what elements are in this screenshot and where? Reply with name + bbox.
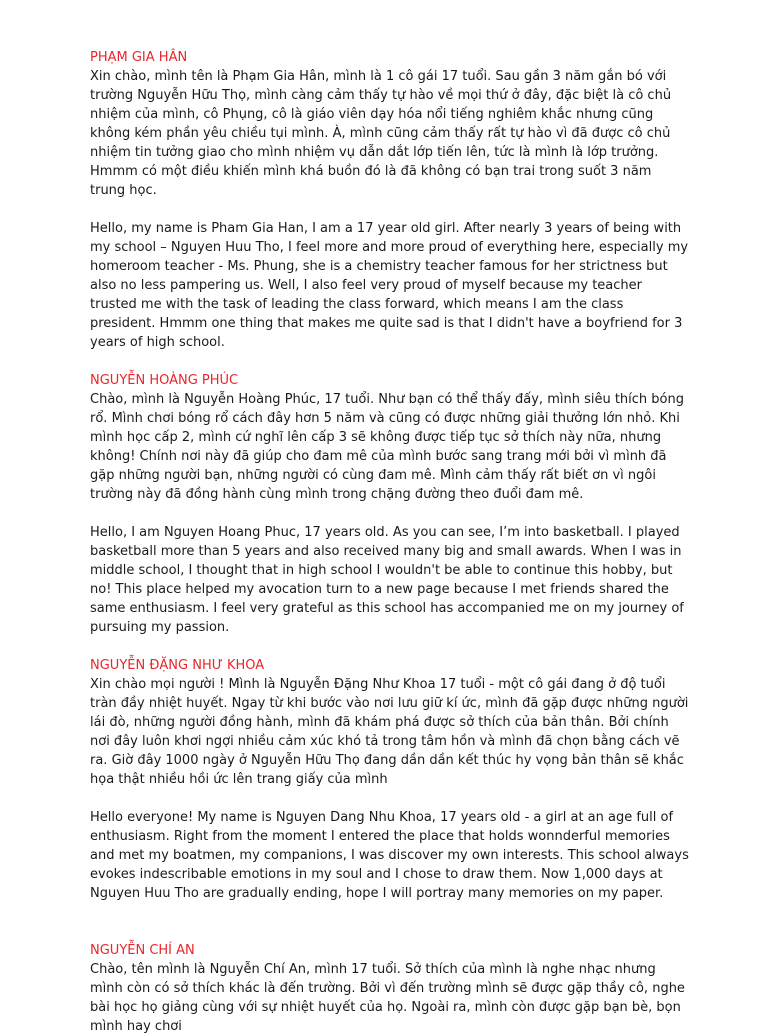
profile-text-english: Hello, I am Nguyen Hoang Phuc, 17 years old. As you can see, I’m into basketball. I played basketball more than 5 years and also received many big and small awards. When I was in middle school, I thought that in high school I wouldn't be able to continue this hobby, but no! This place helped my avocation turn to a new page because I met friends shared the same enthusiasm. I feel very grateful as this school has accompanied me on my journey of pursuing my passion. bbox=[90, 525, 684, 635]
profile-name: NGUYỄN HOÀNG PHÚC bbox=[90, 373, 239, 388]
profile-section-nguyen-chi-an bbox=[90, 941, 690, 1036]
profile-text-vietnamese: Chào, mình là Nguyễn Hoàng Phúc, 17 tuổi. Như bạn có thể thấy đấy, mình siêu thích bóng rổ. Mình chơi bóng rổ cách đây hơn 5 năm và cũng có được những giải thưởng lớn nhỏ. Khi mình học cấp 2, mình cứ nghĩ lên cấp 3 sẽ không được tiếp tục sở thích này nữa, nhưng không! Chính nơi này đã giúp cho đam mê của mình bước sang trang mới bởi vì mình đã gặp những người bạn, những người có cùng đam mê. Mình cảm thấy rất biết ơn vì ngôi trường này đã đồng hành cùng mình trong chặng đường theo đuổi đam mê. bbox=[90, 392, 685, 502]
profile-text-vietnamese: Chào, tên mình là Nguyễn Chí An, mình 17 tuổi. Sở thích của mình là nghe nhạc nhưng mình còn có sở thích khác là đến trường. Bởi vì đến trường mình sẽ được gặp thầy cô, nghe bài học họ giảng cùng với sự nhiệt huyết của họ. Ngoài ra, mình còn được gặp bạn bè, bọn mình hay chơi bbox=[90, 962, 685, 1034]
profile-name: NGUYỄN CHÍ AN bbox=[90, 943, 195, 958]
profile-section-nguyen-hoang-phuc bbox=[90, 371, 690, 637]
profile-name: PHẠM GIA HÂN bbox=[90, 50, 188, 65]
document-page bbox=[90, 48, 690, 1036]
profile-text-vietnamese: Xin chào, mình tên là Phạm Gia Hân, mình là 1 cô gái 17 tuổi. Sau gần 3 năm gắn bó với trường Nguyễn Hữu Thọ, mình càng cảm thấy tự hào về mọi thứ ở đây, đặc biệt là cô chủ nhiệm của mình, cô Phụng, cô là giáo viên dạy hóa nổi tiếng nghiêm khắc nhưng cũng không kém phần yêu chiều tụi mình. À, mình cũng cảm thấy rất tự hào vì đã được cô chủ nhiệm tin tưởng giao cho mình nhiệm vụ dẫn dắt lớp tiến lên, tức là mình là lớp trưởng. Hmmm có một điều khiến mình khá buồn đó là đã không có bạn trai trong suốt 3 năm trung học. bbox=[90, 69, 672, 198]
profile-name: NGUYỄN ĐẶNG NHƯ KHOA bbox=[90, 658, 265, 673]
profile-text-english: Hello, my name is Pham Gia Han, I am a 17 year old girl. After nearly 3 years of being with my school – Nguyen Huu Tho, I feel more and more proud of everything here, especially my homeroom teacher - Ms. Phung, she is a chemistry teacher famous for her strictness but also no less pampering us. Well, I also feel very proud of myself because my teacher trusted me with the task of leading the class forward, which means I am the class president. Hmmm one thing that makes me quite sad is that I didn't have a boyfriend for 3 years of high school. bbox=[90, 221, 689, 350]
profile-text-vietnamese: Xin chào mọi người ! Mình là Nguyễn Đặng Như Khoa 17 tuổi - một cô gái đang ở độ tuổi tràn đầy nhiệt huyết. Ngay từ khi bước vào nơi lưu giữ kí ức, mình đã gặp được những người lái đò, những người đồng hành, mình đã khám phá được sở thích của bản thân. Bởi chính nơi đây luôn khơi ngợi nhiều cảm xúc khó tả trong tâm hồn và mình đã chọn bằng cách vẽ ra. Giờ đây 1000 ngày ở Nguyễn Hữu Thọ đang dần dần kết thúc hy vọng bản thân sẽ khắc họa thật nhiều hồi ức lên trang giấy của mình bbox=[90, 677, 689, 787]
profile-section-nguyen-dang-nhu-khoa bbox=[90, 656, 690, 903]
profile-text-english: Hello everyone! My name is Nguyen Dang Nhu Khoa, 17 years old - a girl at an age full of enthusiasm. Right from the moment I entered the place that holds wonnderful memories and met my boatmen, my companions, I was discover my own interests. This school always evokes indescribable emotions in my soul and I chose to draw them. Now 1,000 days at Nguyen Huu Tho are gradually ending, hope I will portray many memories on my paper. bbox=[90, 810, 689, 901]
profile-section-pham-gia-han bbox=[90, 48, 690, 352]
